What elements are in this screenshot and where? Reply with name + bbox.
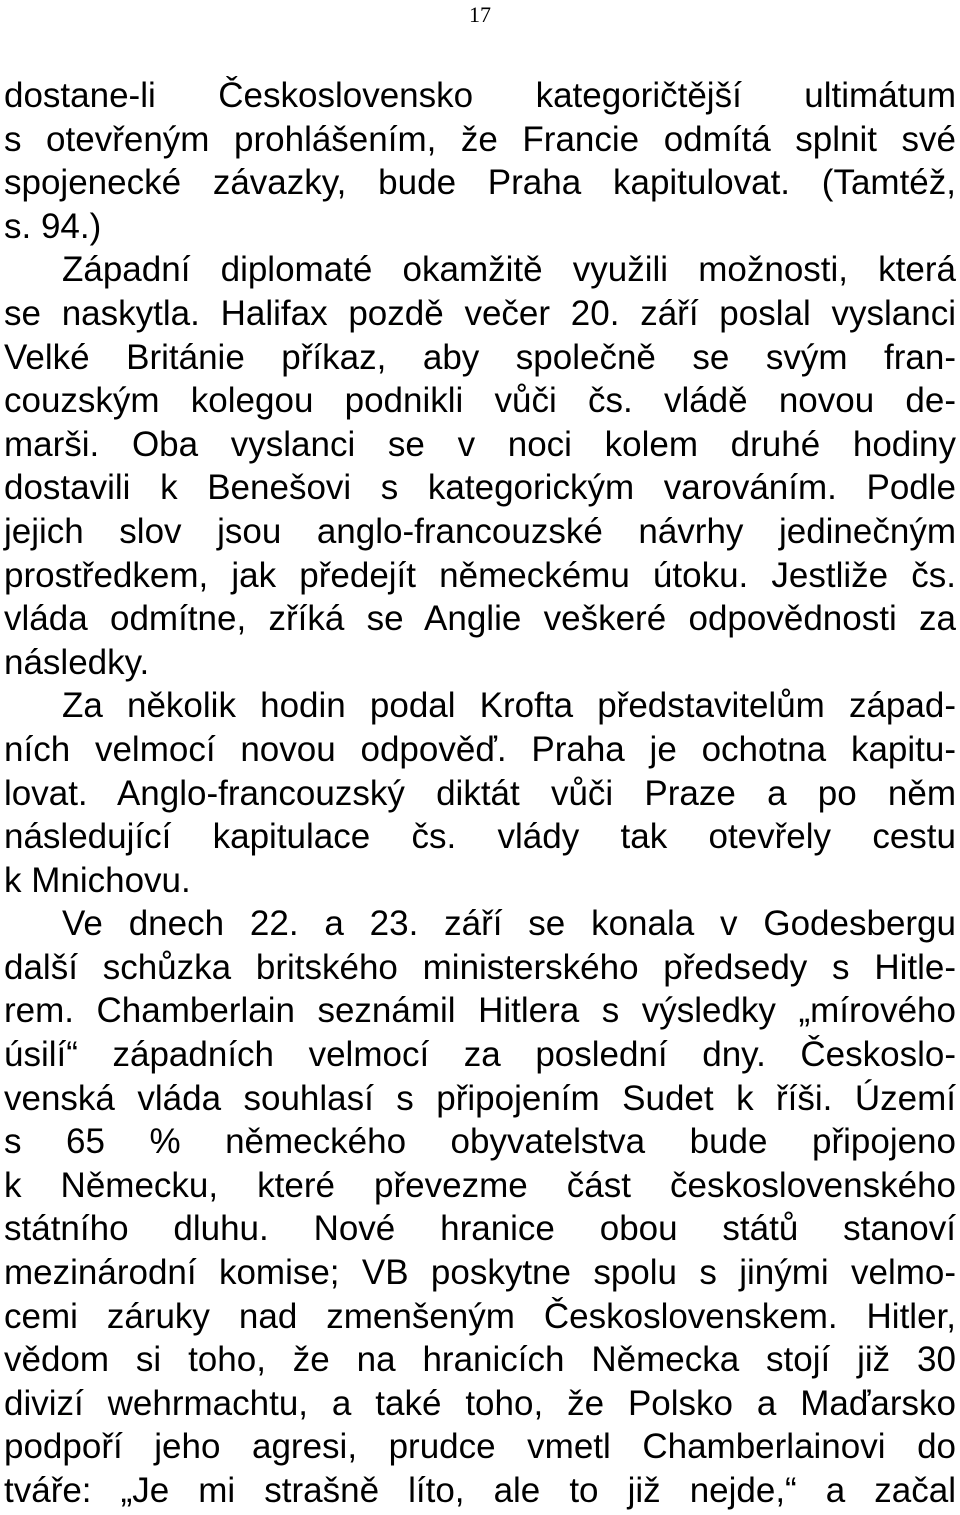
text-line: se naskytla. Halifax pozdě večer 20. září poslal vyslanci	[4, 293, 956, 333]
paragraph	[4, 902, 956, 1512]
text-line: s otevřeným prohlášením, že Francie odmítá splnit své	[4, 119, 956, 159]
text-line: podpoří jeho agresi, prudce vmetl Chamberlainovi do	[4, 1427, 956, 1467]
text-line: mezinárodní komise; VB poskytne spolu s jinými velmo-	[4, 1253, 956, 1293]
paragraph	[4, 74, 956, 248]
text-line: Západní diplomaté okamžitě využili možnosti, která	[62, 250, 956, 290]
text-line: k Německu, které převezme část československého	[4, 1165, 956, 1205]
text-line: státního dluhu. Nové hranice obou států stanoví	[4, 1209, 956, 1249]
text-line: prostředkem, jak předejít německému útoku. Jestliže čs.	[4, 555, 956, 595]
text-line: spojenecké závazky, bude Praha kapitulovat. (Tamtéž,	[4, 163, 956, 203]
text-line: couzským kolegou podnikli vůči čs. vládě novou de-	[4, 381, 956, 421]
text-line: marši. Oba vyslanci se v noci kolem druhé hodiny	[4, 424, 956, 464]
body-text	[4, 74, 956, 1513]
text-line: divizí wehrmachtu, a také toho, že Polsko a Maďarsko	[4, 1383, 956, 1423]
text-line: úsilí“ západních velmocí za poslední dny. Českoslo-	[4, 1035, 956, 1075]
text-line: tváře: „Je mi strašně líto, ale to již nejde,“ a začal	[4, 1471, 956, 1510]
text-line: lovat. Anglo-francouzský diktát vůči Praze a po něm	[4, 773, 956, 813]
text-line: k Mnichovu.	[4, 860, 191, 900]
text-line: dostane-li Československo kategoričtější ultimátum	[4, 76, 956, 115]
page-number: 17	[469, 2, 491, 27]
text-line: Ve dnech 22. a 23. září se konala v Godesbergu	[62, 904, 956, 944]
text-line: cemi záruky nad zmenšeným Československem. Hitler,	[4, 1296, 956, 1336]
text-line: Velké Británie příkaz, aby společně se svým fran-	[4, 337, 956, 377]
text-line: dostavili k Benešovi s kategorickým varováním. Podle	[4, 468, 956, 508]
paragraph	[4, 684, 956, 902]
text-line: ních velmocí novou odpověď. Praha je ochotna kapitu-	[4, 729, 956, 769]
text-line: vědom si toho, že na hranicích Německa stojí již 30	[4, 1340, 956, 1380]
text-line: venská vláda souhlasí s připojením Sudet k říši. Území	[4, 1078, 956, 1118]
text-line: následující kapitulace čs. vlády tak otevřely cestu	[4, 817, 956, 857]
text-line: rem. Chamberlain seznámil Hitlera s výsledky „mírového	[4, 991, 956, 1031]
text-line: s. 94.)	[4, 206, 102, 246]
text-line: vláda odmítne, zříká se Anglie veškeré odpovědnosti za	[4, 599, 956, 639]
text-line: Za několik hodin podal Krofta představitelům západ-	[62, 686, 956, 726]
paragraph	[4, 248, 956, 684]
text-line: další schůzka britského ministerského předsedy s Hitle-	[4, 947, 956, 987]
text-line: následky.	[4, 642, 150, 682]
text-line: s 65 % německého obyvatelstva bude připojeno	[4, 1122, 956, 1162]
text-line: jejich slov jsou anglo-francouzské návrhy jedinečným	[4, 511, 956, 551]
